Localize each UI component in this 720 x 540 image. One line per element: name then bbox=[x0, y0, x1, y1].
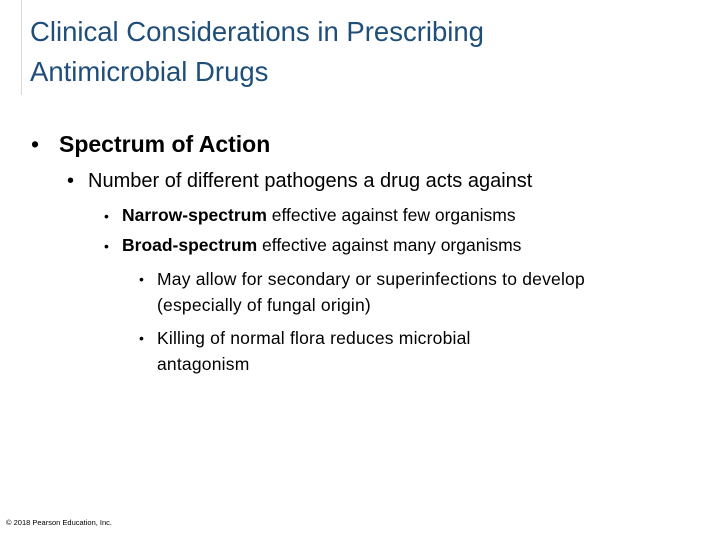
bullet-marker: • bbox=[31, 131, 40, 157]
copyright-footer: © 2018 Pearson Education, Inc. bbox=[6, 518, 113, 527]
bullet-text: May allow for secondary or superinfections to develop (especially of fungal origin) bbox=[157, 269, 585, 315]
bullet-level2-number-of-pathogens bbox=[67, 170, 532, 193]
bullet-level1-spectrum bbox=[31, 131, 270, 158]
slide-title-line-2: Antimicrobial Drugs bbox=[30, 56, 269, 87]
bullet-level3-broad-spectrum bbox=[104, 235, 521, 256]
bullet-text: Spectrum of Action bbox=[59, 131, 271, 157]
bullet-marker: • bbox=[139, 330, 144, 346]
bullet-marker: • bbox=[139, 271, 144, 287]
bullet-text: Killing of normal flora reduces microbial antagonism bbox=[157, 328, 471, 374]
bullet-text bbox=[122, 205, 516, 226]
bullet-description: effective against many organisms bbox=[257, 235, 522, 255]
slide-title-line-1: Clinical Considerations in Prescribing bbox=[30, 16, 484, 47]
bullet-text: Number of different pathogens a drug acts against bbox=[88, 170, 533, 192]
bullet-level3-narrow-spectrum bbox=[104, 205, 516, 226]
bullet-level4-normal-flora bbox=[139, 325, 557, 377]
bullet-text bbox=[122, 235, 521, 256]
title-divider bbox=[21, 0, 22, 95]
bullet-description: effective against few organisms bbox=[266, 205, 516, 225]
bullet-marker: • bbox=[104, 208, 109, 224]
bullet-term: Narrow-spectrum bbox=[122, 205, 267, 225]
bullet-level4-superinfections bbox=[139, 266, 597, 318]
bullet-term: Broad-spectrum bbox=[122, 235, 258, 255]
bullet-marker: • bbox=[67, 170, 75, 192]
slide-title bbox=[30, 12, 670, 92]
bullet-marker: • bbox=[104, 238, 109, 254]
